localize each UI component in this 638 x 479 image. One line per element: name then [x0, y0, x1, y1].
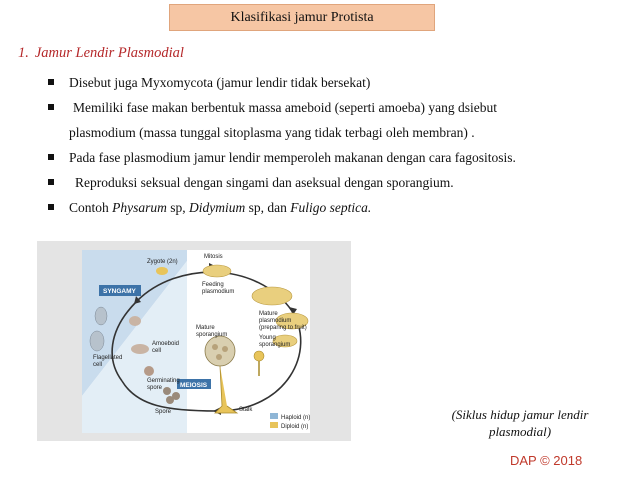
- label-young-sporangium-1: Young: [259, 335, 276, 341]
- bullet-item: Disebut juga Myxomycota (jamur lendir tidak bersekat): [48, 70, 618, 95]
- heading-number: 1.: [18, 45, 29, 61]
- bullet-item-example: [48, 195, 618, 220]
- heading-text: Jamur Lendir Plasmodial: [34, 45, 184, 61]
- spore-dot: [212, 344, 218, 350]
- label-mature-plasmodium-3: (preparing to fruit): [259, 325, 307, 331]
- label-amoeboid-1: Amoeboid: [152, 341, 180, 347]
- bullet-item: Pada fase plasmodium jamur lendir memperoleh makanan dengan cara fagositosis.: [48, 145, 618, 170]
- bullet-item: Reproduksi seksual dengan singami dan aseksual dengan sporangium.: [48, 170, 618, 195]
- legend-diploid-swatch: [270, 422, 278, 428]
- life-cycle-figure: [37, 241, 351, 441]
- species-fuligo: Fuligo septica.: [290, 200, 372, 215]
- bullet-list: [48, 70, 618, 220]
- plasmodium-blob: [252, 287, 292, 305]
- example-prefix: Contoh: [69, 200, 113, 215]
- label-young-sporangium-2: sporangium: [259, 342, 291, 348]
- label-feeding: Feeding: [202, 282, 224, 288]
- footer-copyright: DAP © 2018: [510, 453, 583, 468]
- label-meiosis: MEIOSIS: [180, 382, 208, 389]
- bullet-continuation: plasmodium (massa tunggal sitoplasma yang tidak terbagi oleh membran) .: [69, 125, 475, 140]
- flagellated-cell: [90, 331, 104, 351]
- label-feeding-plasmodium: plasmodium: [202, 289, 235, 295]
- caption-line-1: (Siklus hidup jamur lendir: [451, 407, 589, 422]
- label-zygote: Zygote (2n): [147, 259, 178, 265]
- label-germinating-2: spore: [147, 385, 163, 391]
- young-sporangium: [254, 351, 264, 361]
- mature-sporangium: [205, 336, 235, 366]
- legend-diploid: Diploid (n): [281, 424, 309, 430]
- label-spore: Spore: [155, 409, 172, 415]
- zygote: [156, 267, 168, 275]
- label-amoeboid-2: cell: [152, 348, 162, 354]
- label-mature-plasmodium-2: plasmodium: [259, 318, 292, 324]
- feeding-plasmodium: [203, 265, 231, 277]
- legend-haploid-swatch: [270, 413, 278, 419]
- label-mature-sporangium-2: sporangium: [196, 332, 228, 338]
- species-didymium: Didymium: [189, 200, 246, 215]
- spore-cell: [166, 396, 174, 404]
- label-mature-sporangium-1: Mature: [196, 325, 215, 331]
- section-heading: [18, 45, 184, 62]
- label-flagellated-1: Flagellated: [93, 355, 123, 361]
- example-mid1: sp,: [166, 200, 190, 215]
- flagellated-cell: [95, 307, 107, 325]
- spore-cell: [163, 387, 171, 395]
- amoeboid-cell: [131, 344, 149, 354]
- figure-caption: [430, 406, 610, 440]
- label-flagellated-2: cell: [93, 362, 103, 368]
- zygote-cell: [129, 316, 141, 326]
- spore-dot: [216, 354, 222, 360]
- spore-dot: [222, 346, 228, 352]
- label-syngamy: SYNGAMY: [103, 288, 136, 295]
- germinating-spore: [144, 366, 154, 376]
- label-mitosis: Mitosis: [204, 254, 223, 260]
- species-physarum: Physarum: [112, 200, 167, 215]
- bullet-item: Memiliki fase makan berbentuk massa ameboid (seperti amoeba) yang dsiebut: [48, 95, 618, 120]
- legend-haploid: Haploid (n): [281, 415, 311, 421]
- slide-title: Klasifikasi jamur Protista: [169, 4, 435, 31]
- example-mid2: sp, dan: [245, 200, 291, 215]
- life-cycle-diagram: [37, 241, 351, 441]
- label-stalk: Stalk: [239, 407, 253, 413]
- label-mature-plasmodium-1: Mature: [259, 311, 278, 317]
- label-germinating-1: Germinating: [147, 378, 180, 384]
- caption-line-2: plasmodial): [488, 424, 552, 439]
